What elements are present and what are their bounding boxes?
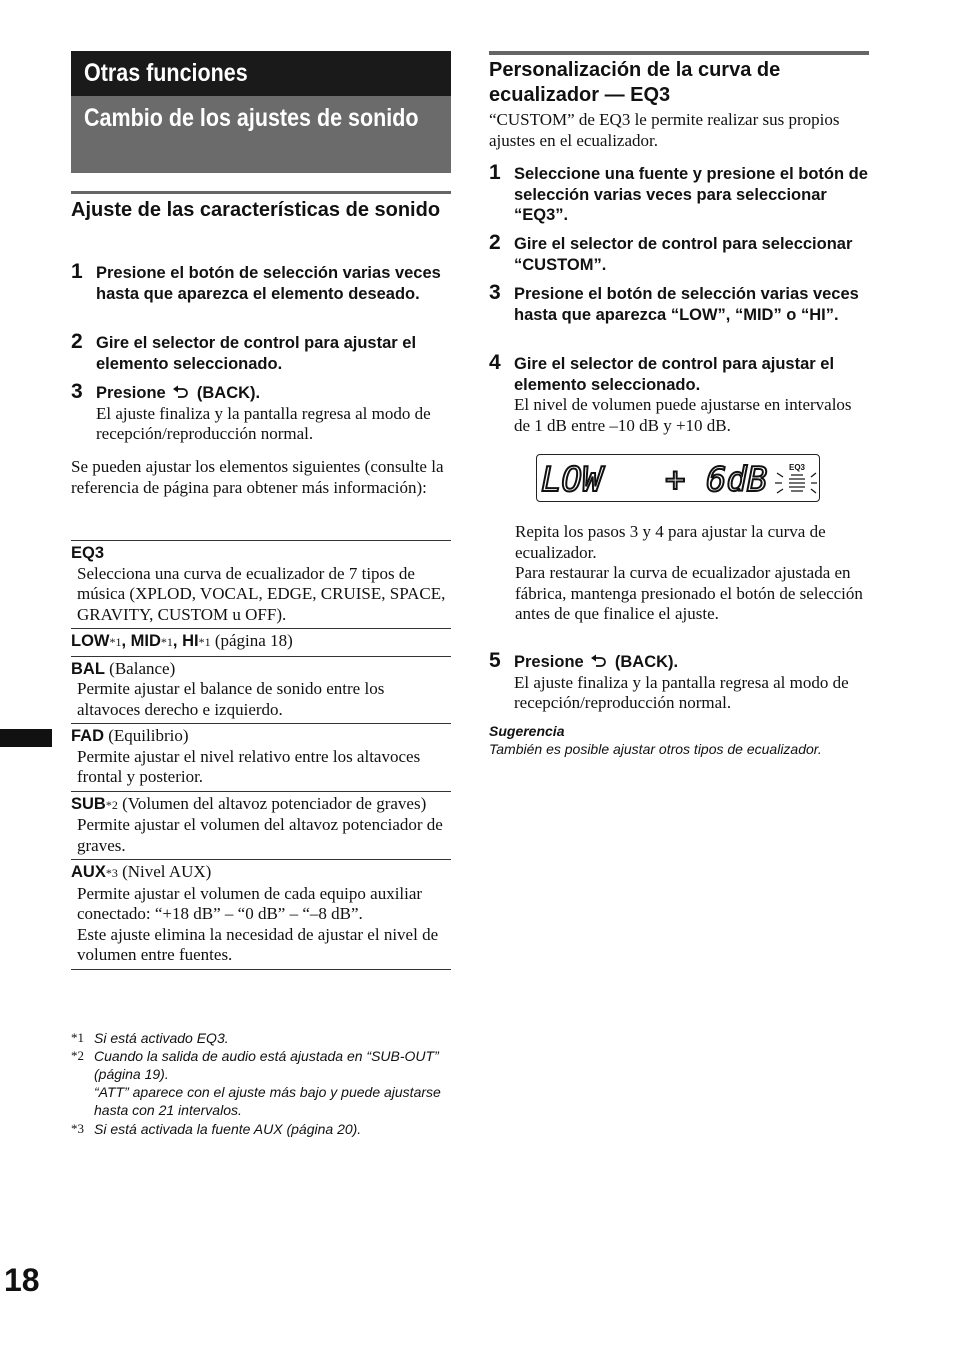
right-step-3: 3 Presione el botón de selección varias veces hasta que aparezca “LOW”, “MID” o “HI”.	[489, 281, 859, 324]
table-row-fad: FAD (Equilibrio) Permite ajustar el nivel relativo entre los altavoces frontal y posterior.	[71, 724, 451, 792]
table-row-low-mid-hi: LOW*1, MID*1, HI*1 (página 18)	[71, 629, 451, 657]
right-intro: “CUSTOM” de EQ3 le permite realizar sus propios ajustes en el ecualizador.	[489, 110, 840, 150]
right-step-2: 2 Gire el selector de control para seleccionar “CUSTOM”.	[489, 231, 853, 274]
section-banner	[71, 51, 451, 173]
lcd-segment-art	[537, 455, 818, 500]
right-step-1: 1 Seleccione una fuente y presione el botón de selección varias veces para seleccionar “EQ3”.	[489, 161, 868, 224]
tip-label: Sugerencia	[489, 723, 565, 739]
left-step-1: 1 Presione el botón de selección varias veces hasta que aparezca el elemento deseado.	[71, 260, 441, 303]
table-row-aux: AUX*3 (Nivel AUX) Permite ajustar el volumen de cada equipo auxiliar conectado: “+18 dB” – “0 dB” – “–8 dB”. Este ajuste elimina la necesidad de ajustar el nivel de volumen entre fuentes.	[71, 860, 451, 970]
settings-table	[71, 540, 451, 970]
table-row-eq3: EQ3 Selecciona una curva de ecualizador de 7 tipos de música (XPLOD, VOCAL, EDGE, CRUISE, SPACE, GRAVITY, CUSTOM u OFF).	[71, 541, 451, 629]
chapter-title: Otras funciones	[71, 51, 451, 96]
section-title: Cambio de los ajustes de sonido	[71, 96, 451, 173]
page-number: 18	[4, 1262, 40, 1298]
edge-tab-marker	[0, 729, 52, 747]
footnote-2: *2 Cuando la salida de audio está ajustada en “SUB-OUT” (página 19). “ATT” aparece con el ajuste más bajo y puede ajustarse hasta con 21 intervalos.	[71, 1048, 441, 1118]
restore-text: Para restaurar la curva de ecualizador ajustada en fábrica, mantenga presionado el botón de selección antes de que finalice el ajuste.	[515, 563, 863, 623]
eq-bars-icon	[775, 473, 817, 493]
back-icon	[590, 654, 608, 668]
back-icon	[172, 385, 190, 399]
left-intro: Se pueden ajustar los elementos siguientes (consulte la referencia de página para obtener más información):	[71, 457, 444, 497]
footnote-1: *1 Si está activado EQ3.	[71, 1030, 229, 1046]
left-step-3: 3 Presione (BACK). El ajuste finaliza y la pantalla regresa al modo de recepción/reproducción normal.	[71, 380, 431, 443]
lcd-right-text: + 6dB	[665, 460, 768, 500]
lcd-eq3-badge: EQ3	[789, 463, 806, 472]
right-step-4: 4 Gire el selector de control para ajustar el elemento seleccionado. El nivel de volumen puede ajustarse en intervalos de 1 dB entre –10 dB y +10 dB.	[489, 351, 852, 435]
right-heading: Personalización de la curva de ecualizador — EQ3	[489, 59, 781, 106]
lcd-display-illustration	[536, 454, 820, 502]
footnote-3: *3 Si está activada la fuente AUX (página 20).	[71, 1121, 362, 1137]
tip-text: También es posible ajustar otros tipos de ecualizador.	[489, 741, 822, 757]
table-row-sub: SUB*2 (Volumen del altavoz potenciador de graves) Permite ajustar el volumen del altavoz potenciador de graves.	[71, 792, 451, 861]
lcd-left-text: LOW	[541, 460, 603, 500]
right-heading-rule	[489, 51, 869, 55]
left-step-2: 2 Gire el selector de control para ajustar el elemento seleccionado.	[71, 330, 417, 373]
right-step-5: 5 Presione (BACK). El ajuste finaliza y la pantalla regresa al modo de recepción/reproducción normal.	[489, 649, 849, 712]
after-display-text: Repita los pasos 3 y 4 para ajustar la curva de ecualizador.	[515, 522, 826, 562]
table-row-bal: BAL (Balance) Permite ajustar el balance de sonido entre los altavoces derecho e izquierdo.	[71, 657, 451, 725]
heading-rule	[71, 191, 451, 194]
left-heading: Ajuste de las características de sonido	[71, 199, 441, 221]
